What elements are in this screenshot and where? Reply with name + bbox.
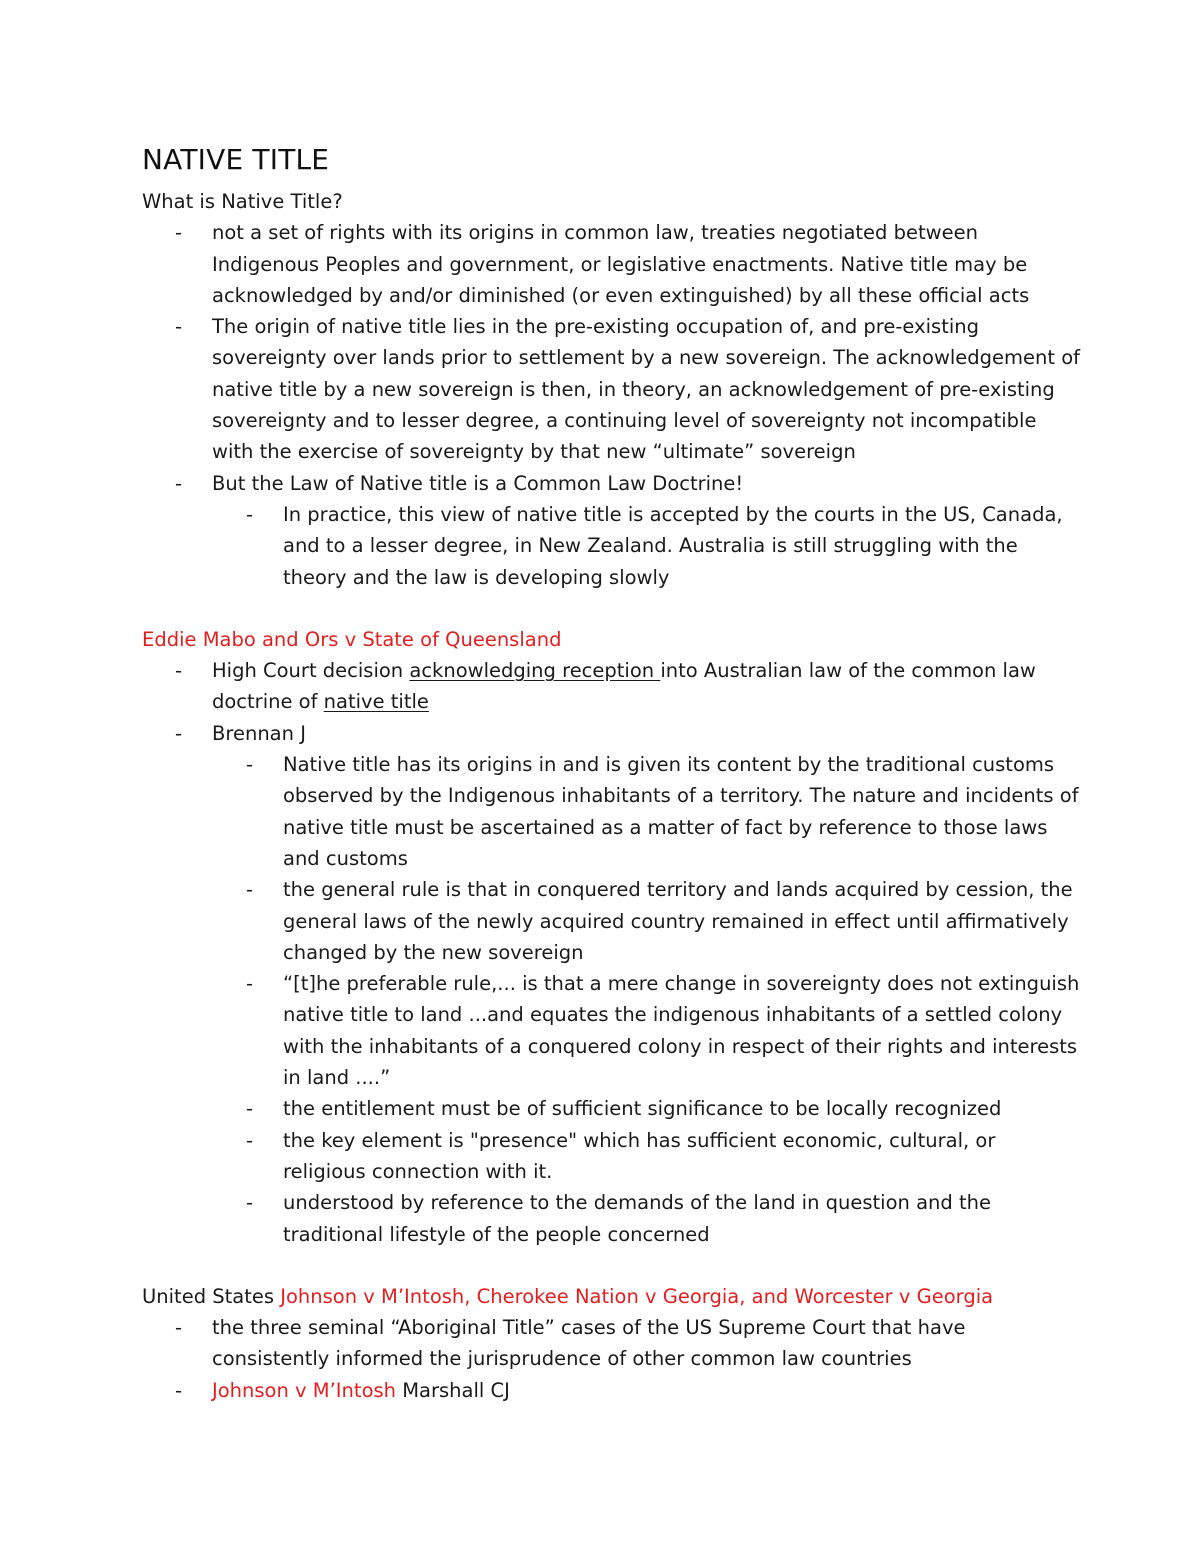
- list-item: [142, 718, 1082, 1250]
- sub-list-item-text: the entitlement must be of sufficient significance to be locally recognized: [283, 1097, 1002, 1121]
- document-page: [142, 138, 1082, 1406]
- spacer: [142, 593, 1082, 624]
- underlined-text: acknowledging reception: [409, 659, 661, 683]
- case-heading-mabo: Eddie Mabo and Ors v State of Queensland: [142, 627, 562, 651]
- sub-list-item-text: Native title has its origins in and is given its content by the traditional customs observed by the Indigenous inhabitants of a territory. The nature and incidents of native title must be ascertained as a matter of fact by reference to those laws and customs: [283, 753, 1079, 870]
- dash-bullet: -: [175, 221, 183, 245]
- list-item: [142, 217, 1082, 311]
- sub-list-item-text: the key element is "presence" which has sufficient economic, cultural, or religious connection with it.: [283, 1128, 996, 1183]
- sub-list-item-text: In practice, this view of native title is accepted by the courts in the US, Canada, and to a lesser degree, in New Zealand. Australia is still struggling with the theory and the law is developing slowly: [283, 502, 1063, 589]
- list-item-text: But the Law of Native title is a Common Law Doctrine!: [212, 471, 744, 495]
- dash-bullet: -: [246, 753, 254, 777]
- list-item-text: the three seminal “Aboriginal Title” cases of the US Supreme Court that have consistently informed the jurisprudence of other common law countries: [212, 1316, 966, 1371]
- dash-bullet: -: [175, 1378, 183, 1402]
- list-item: [142, 1312, 1082, 1375]
- page-title: NATIVE TITLE: [142, 143, 330, 176]
- sub-list-item: [212, 499, 1082, 593]
- dash-bullet: -: [175, 721, 183, 745]
- dash-bullet: -: [246, 1191, 254, 1215]
- sub-list-item: [212, 968, 1082, 1093]
- sub-list-item: [212, 1187, 1082, 1250]
- dash-bullet: -: [246, 1128, 254, 1152]
- section-2-list: [142, 655, 1082, 1250]
- dash-bullet: -: [175, 471, 183, 495]
- list-item: [142, 655, 1082, 718]
- list-item: [142, 311, 1082, 467]
- section-1-list: [142, 217, 1082, 593]
- underlined-text: native title: [323, 690, 429, 714]
- heading-plain-text: United States: [142, 1284, 281, 1308]
- dash-bullet: -: [175, 315, 183, 339]
- list-item-text: Brennan J: [212, 721, 306, 745]
- sub-list-item: [212, 1093, 1082, 1124]
- sub-list-item-text: understood by reference to the demands of the land in question and the traditional lifestyle of the people concerned: [283, 1191, 991, 1246]
- list-item: [142, 468, 1082, 593]
- dash-bullet: -: [246, 972, 254, 996]
- sub-list: [212, 749, 1082, 1250]
- heading-case-names: Johnson v M’Intosh, Cherokee Nation v Georgia, and Worcester v Georgia: [280, 1284, 994, 1308]
- section-3-list: [142, 1312, 1082, 1406]
- sub-list-item-text: the general rule is that in conquered territory and lands acquired by cession, the general laws of the newly acquired country remained in effect until affirmatively changed by the new sovereign: [283, 878, 1073, 964]
- sub-list: [212, 499, 1082, 593]
- dash-bullet: -: [175, 1316, 183, 1340]
- case-heading-us: [142, 1281, 1082, 1312]
- list-item-text: not a set of rights with its origins in common law, treaties negotiated between Indigenous Peoples and government, or legislative enactments. Native title may be acknowledged by and/or diminished (or even extinguished) by all these official acts: [212, 221, 1030, 307]
- sub-list-item: [212, 874, 1082, 968]
- list-item-text: High Court decision: [212, 659, 410, 683]
- dash-bullet: -: [246, 878, 254, 902]
- case-name-text: Johnson v M’Intosh: [212, 1378, 397, 1402]
- spacer: [142, 1250, 1082, 1281]
- sub-list-item-text: “[t]he preferable rule,... is that a mere change in sovereignty does not extinguish native title to land ...and equates the indigenous inhabitants of a settled colony with the inhabitants of a conquered colony in respect of their rights and interests in land ....”: [283, 972, 1080, 1090]
- sub-list-item: [212, 749, 1082, 874]
- list-item-text: into Australian law of the common law doctrine of: [212, 659, 1036, 714]
- list-item: [142, 1375, 1082, 1406]
- sub-list-item: [212, 1125, 1082, 1188]
- list-item-text: Marshall CJ: [396, 1378, 510, 1402]
- dash-bullet: -: [246, 502, 254, 526]
- dash-bullet: -: [175, 659, 183, 683]
- dash-bullet: -: [246, 1097, 254, 1121]
- section-question: What is Native Title?: [142, 190, 343, 213]
- list-item-text: The origin of native title lies in the pre-existing occupation of, and pre-existing sovereignty over lands prior to settlement by a new sovereign. The acknowledgement of native title by a new sovereign is then, in theory, an acknowledgement of pre-existing sovereignty and to lesser degree, a continuing level of sovereignty not incompatible with the exercise of sovereignty by that new “ultimate” sovereign: [212, 315, 1081, 464]
